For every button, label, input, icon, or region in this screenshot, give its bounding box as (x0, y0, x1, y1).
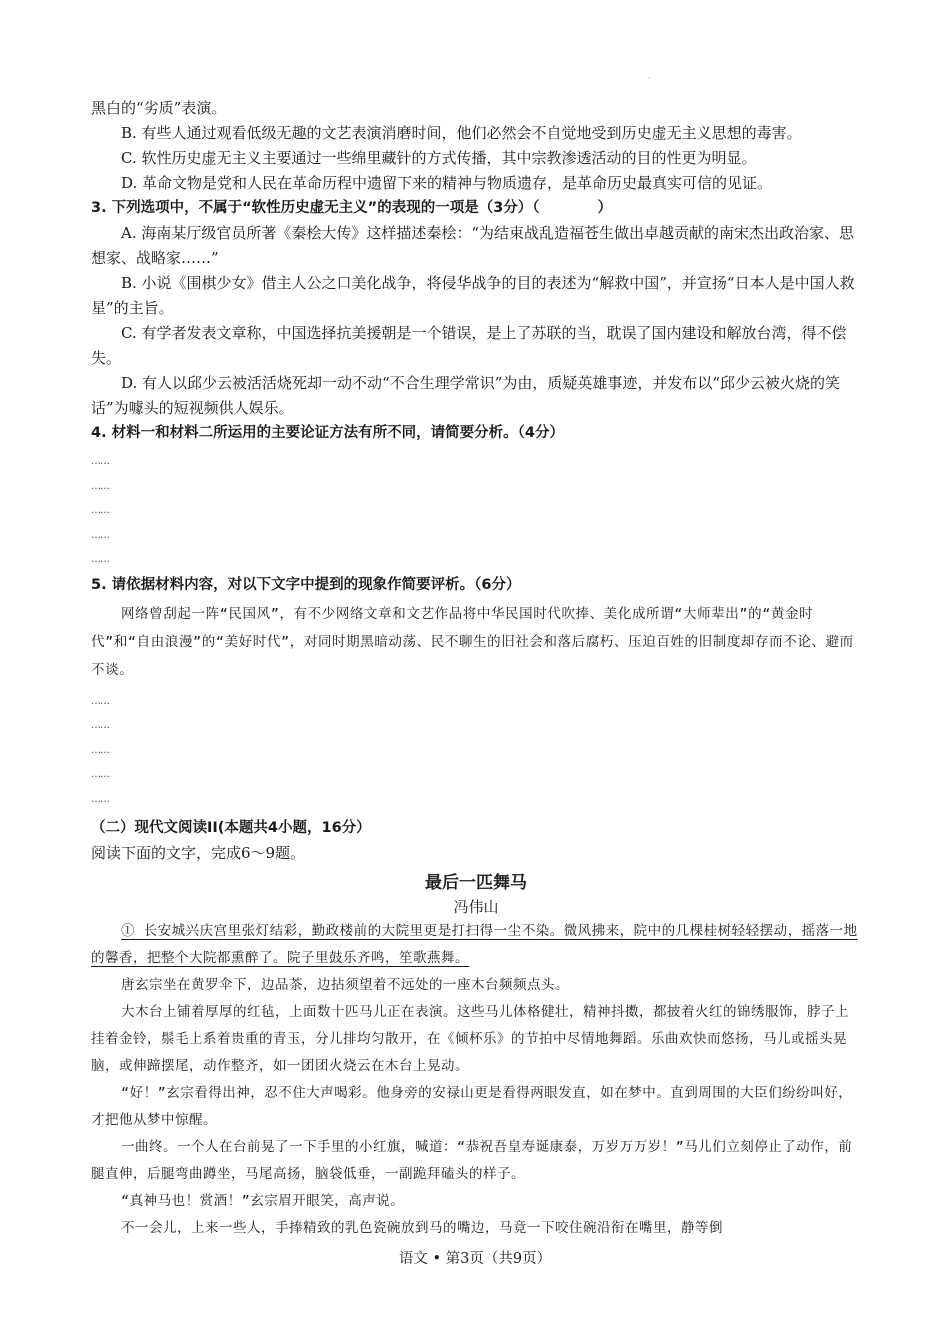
option-c: C. 软性历史虚无主义主要通过一些绵里藏针的方式传播，其中宗教渗透活动的目的性更为明显。 (121, 149, 757, 167)
answer-line: …… (91, 720, 109, 731)
question-3-stem: 3. 下列选项中，不属于“软性历史虚无主义”的表现的一项是（3分）（ ） (91, 200, 613, 216)
answer-blank-area[interactable] (91, 446, 861, 573)
page-footer: 语文 • 第3页（共9页） (398, 1251, 552, 1267)
story-title: 最后一匹舞马 (425, 873, 527, 893)
answer-line: …… (91, 793, 109, 805)
question-3-option-c: C. 有学者发表文章称，中国选择抗美援朝是一个错误，是上了苏联的当，耽误了国内建设和解放台湾，得不偿失。 (91, 324, 847, 367)
answer-blank-area[interactable] (91, 684, 861, 813)
answer-line: …… (91, 695, 109, 707)
option-d: D. 革命文物是党和人民在革命历程中遗留下来的精神与物质遗存，是革命历史最真实可信的见证。 (121, 174, 773, 192)
answer-line: …… (91, 744, 109, 756)
answer-line: …… (91, 529, 109, 541)
option-b: B. 有些人通过观看低级无趣的文艺表演消磨时间，他们必然会不自觉地受到历史虚无主义思想的毒害。 (121, 124, 802, 142)
question-3-option-d: D. 有人以邱少云被活活烧死却一动不动“不合生理学常识”为由，质疑英雄事迹，并发布以“邱少云被火烧的笑话”为噱头的短视频供人娱乐。 (91, 374, 841, 417)
text-line: 黑白的“劣质”表演。 (91, 99, 227, 117)
story-paragraph: 一曲终。一个人在台前晃了一下手里的小红旗，喊道：“恭祝吾皇寿诞康泰，万岁万万岁！”马儿们立刻停止了动作，前腿直伸，后腿弯曲蹲坐，马尾高扬，脑袋低垂，一副跪拜磕头的样子。 (91, 1139, 853, 1182)
header-mark: · (648, 74, 651, 83)
section-instruction: 阅读下面的文字，完成6～9题。 (91, 844, 306, 862)
section-heading: （二）现代文阅读II(本题共4小题，16分） (91, 820, 371, 836)
story-paragraph: “好！”玄宗看得出神，忍不住大声喝彩。他身旁的安禄山更是看得两眼发直，如在梦中。直到周围的大臣们纷纷叫好，才把他从梦中惊醒。 (91, 1085, 853, 1128)
story-paragraph: ① 长安城兴庆宫里张灯结彩，勤政楼前的大院里更是打扫得一尘不染。微风拂来，院中的几棵桂树轻轻摆动，摇落一地的馨香，把整个大院都熏醉了。院子里鼓乐齐鸣，笙歌燕舞。 (91, 923, 858, 966)
question-3-option-a: A. 海南某厅级官员所著《秦桧大传》这样描述秦桧：“为结束战乱造福苍生做出卓越贡献的南宋杰出政治家、思想家、战略家……” (91, 224, 855, 267)
question-5-quote: 网络曾刮起一阵“民国风”，有不少网络文章和文艺作品将中华民国时代吹捧、美化成所谓“大师辈出”的“黄金时代”和“自由浪漫”的“美好时代”，对同时期黑暗动荡、民不聊生的旧社会和落后腐朽、压迫百姓的旧制度却存而不论、避而不谈。 (91, 605, 854, 678)
story-paragraph: 不一会儿，上来一些人，手捧精致的乳色瓷碗放到马的嘴边，马竟一下咬住碗沿衔在嘴里，静等倒 (121, 1220, 723, 1236)
story-paragraph: “真神马也！赏酒！”玄宗眉开眼笑，高声说。 (121, 1193, 405, 1209)
answer-line: …… (91, 480, 109, 492)
page-content (91, 96, 861, 1242)
question-4-stem: 4. 材料一和材料二所运用的主要论证方法有所不同，请简要分析。（4分） (91, 425, 564, 441)
answer-line: …… (91, 505, 109, 516)
answer-line: …… (91, 456, 109, 467)
question-3-option-b: B. 小说《围棋少女》借主人公之口美化战争，将侵华战争的目的表述为“解救中国”，并宣扬“日本人是中国人救星”的主旨。 (91, 274, 855, 317)
story-paragraph: 大木台上铺着厚厚的红毡，上面数十匹马儿正在表演。这些马儿体格健壮，精神抖擞，都披着火红的锦绣服饰，脖子上挂着金铃，鬃毛上系着贵重的青玉，分儿排均匀散开，在《倾杯乐》的节拍中尽情地舞蹈。乐曲欢快而悠扬，马儿或摇头晃脑，或伸蹄摆尾，动作整齐，如一团团火烧云在木台上晃动。 (91, 1004, 849, 1074)
story-paragraph: 唐玄宗坐在黄罗伞下，边品茶，边拈须望着不远处的一座木台频频点头。 (121, 977, 569, 993)
story-author: 冯伟山 (453, 898, 499, 916)
question-5-stem: 5. 请依据材料内容，对以下文字中提到的现象作简要评析。（6分） (91, 576, 521, 593)
answer-line: …… (91, 554, 109, 565)
answer-line: …… (91, 769, 109, 780)
